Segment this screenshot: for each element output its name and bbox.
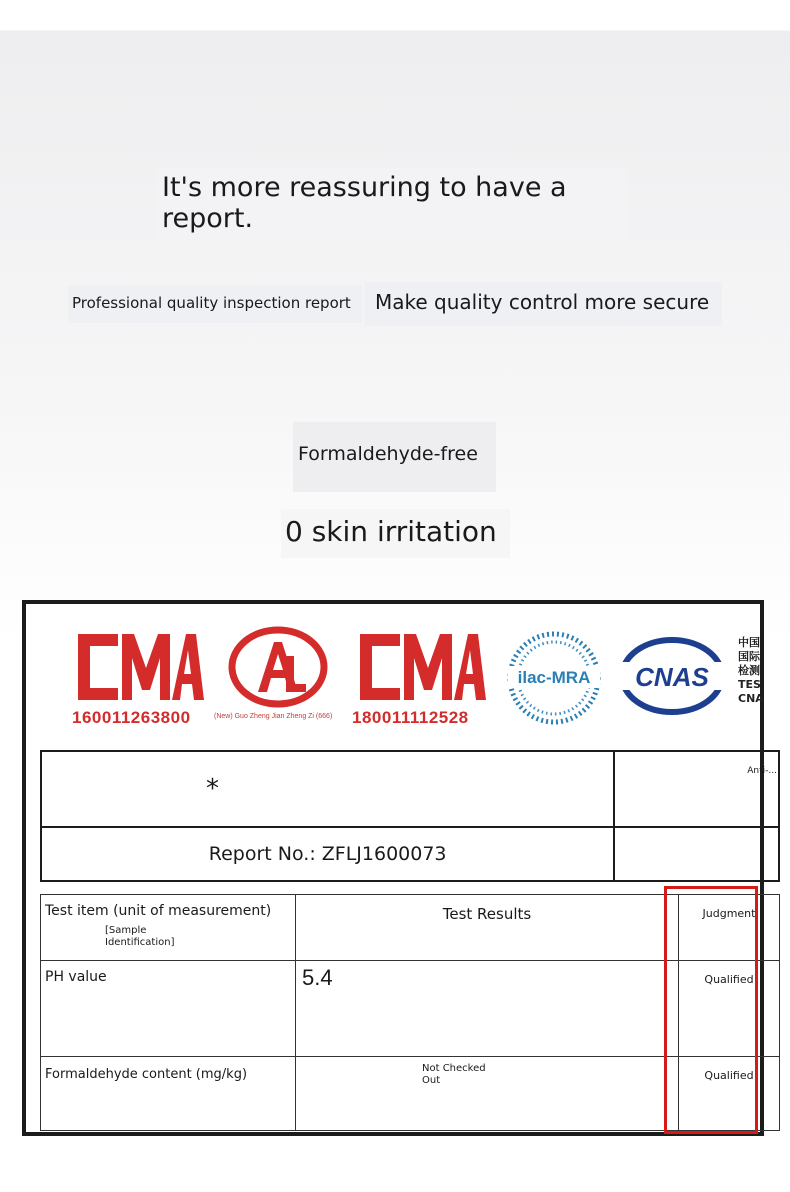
- subtitle-right: Make quality control more secure: [364, 282, 722, 326]
- cn-line: 中国: [738, 636, 760, 649]
- cn-line: TES: [738, 678, 761, 691]
- empty-cell: [614, 827, 779, 881]
- col-header-results: Test Results: [296, 895, 679, 961]
- feature-skin-irritation: 0 skin irritation: [281, 509, 510, 558]
- ilac-mra-logo-icon: [506, 630, 602, 726]
- row-judgment: Qualified: [679, 961, 780, 1057]
- col-header-judgment: Judgment: [679, 895, 780, 961]
- cal-logo-icon: [228, 626, 328, 708]
- cal-caption: (New) Guo Zheng Jian Zheng Zi (666): [214, 713, 333, 720]
- cma-logo-icon-2: [352, 628, 486, 706]
- cma-number-2: 180011112528: [352, 708, 469, 727]
- cnas-logo-icon: [618, 636, 726, 716]
- header-table: [40, 750, 780, 882]
- row-result: 5.4: [296, 961, 679, 1057]
- row-item: PH value: [41, 961, 296, 1057]
- cn-text-stack: [738, 636, 764, 706]
- cnas-label: CNAS: [635, 662, 709, 692]
- certification-logos: [26, 604, 764, 744]
- headline: It's more reassuring to have a report.: [156, 168, 628, 242]
- cma-logo-icon: [70, 628, 204, 706]
- cn-line: 国际: [738, 650, 760, 663]
- anti-cell: Anti-...: [614, 751, 779, 827]
- cn-line: CNA: [738, 692, 764, 705]
- row-item: Formaldehyde content (mg/kg): [41, 1057, 296, 1131]
- col-header-item: [41, 895, 296, 961]
- feature-formaldehyde-free: Formaldehyde-free: [293, 422, 496, 492]
- report-number: Report No.: ZFLJ1600073: [41, 827, 614, 881]
- star-cell: *: [41, 751, 614, 827]
- cn-line: 检测: [738, 664, 760, 677]
- subtitle-left: Professional quality inspection report: [68, 285, 362, 323]
- col-item-label: Test item (unit of measurement): [45, 903, 272, 919]
- row-judgment: Qualified: [679, 1057, 780, 1131]
- col-item-sub: [Sample Identification]: [105, 925, 175, 948]
- row-result-cell: [296, 1057, 679, 1131]
- ilac-label: ilac-MRA: [517, 668, 591, 687]
- judgment-highlight-frame: [664, 886, 758, 1134]
- row-result: Not Checked Out: [422, 1063, 486, 1086]
- inspection-certificate: [22, 600, 777, 1136]
- cma-number-1: 160011263800: [72, 708, 191, 727]
